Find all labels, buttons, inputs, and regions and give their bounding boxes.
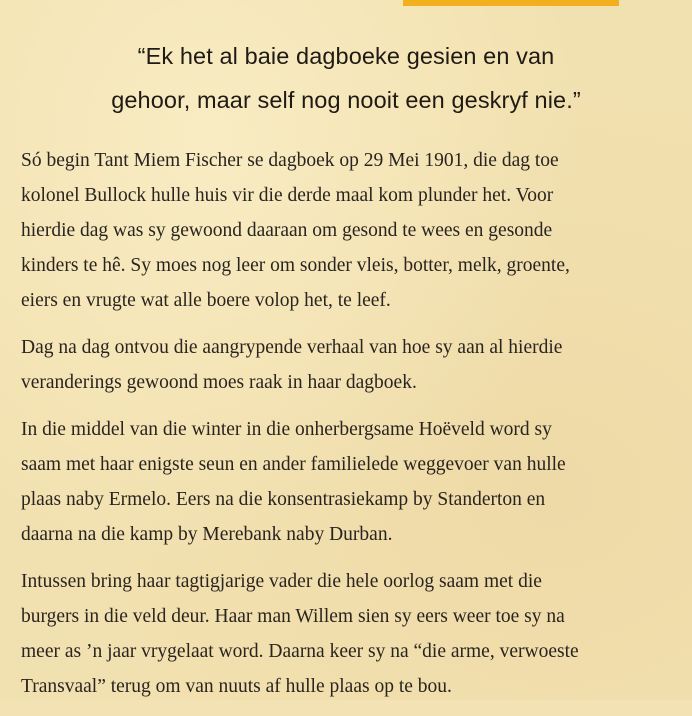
- paragraph-1: [21, 143, 689, 318]
- text-line: kolonel Bullock hulle huis vir die derde maal kom plunder het. Voor: [21, 185, 554, 206]
- accent-bar: [403, 0, 619, 6]
- text-line: hierdie dag was sy gewoond daaraan om gesond te wees en gesonde: [21, 220, 553, 241]
- text-line: kinders te hê. Sy moes nog leer om sonder vleis, botter, melk, groente,: [21, 255, 570, 276]
- text-line: veranderings gewoond moes raak in haar dagboek.: [21, 372, 417, 393]
- text-line: saam met haar enigste seun en ander familielede weggevoer van hulle: [21, 454, 566, 475]
- text-line: daarna na die kamp by Merebank naby Durban.: [21, 524, 393, 545]
- text-line: meer as ’n jaar vrygelaat word. Daarna keer sy na “die arme, verwoeste: [21, 641, 579, 662]
- text-line: In die middel van die winter in die onherbergsame Hoëveld word sy: [21, 419, 552, 440]
- text-line: Só begin Tant Miem Fischer se dagboek op 29 Mei 1901, die dag toe: [21, 150, 559, 171]
- pull-quote-line: “Ek het al baie dagboeke gesien en van: [137, 43, 555, 69]
- pull-quote: [0, 34, 692, 122]
- text-line: Dag na dag ontvou die aangrypende verhaal van hoe sy aan al hierdie: [21, 337, 563, 358]
- text-line: Intussen bring haar tagtigjarige vader die hele oorlog saam met die: [21, 571, 542, 592]
- paragraph-2: [21, 330, 689, 400]
- text-line: burgers in die veld deur. Haar man Willem sien sy eers weer toe sy na: [21, 606, 565, 627]
- blurb-text: [21, 143, 689, 716]
- pull-quote-line: gehoor, maar self nog nooit een geskryf nie.”: [111, 87, 581, 113]
- paragraph-3: [21, 412, 689, 552]
- text-line: plaas naby Ermelo. Eers na die konsentrasiekamp by Standerton en: [21, 489, 546, 510]
- text-line: Transvaal” terug om van nuuts af hulle plaas op te bou.: [21, 676, 452, 697]
- text-line: eiers en vrugte wat alle boere volop het, te leef.: [21, 290, 391, 311]
- paragraph-4: [21, 564, 689, 704]
